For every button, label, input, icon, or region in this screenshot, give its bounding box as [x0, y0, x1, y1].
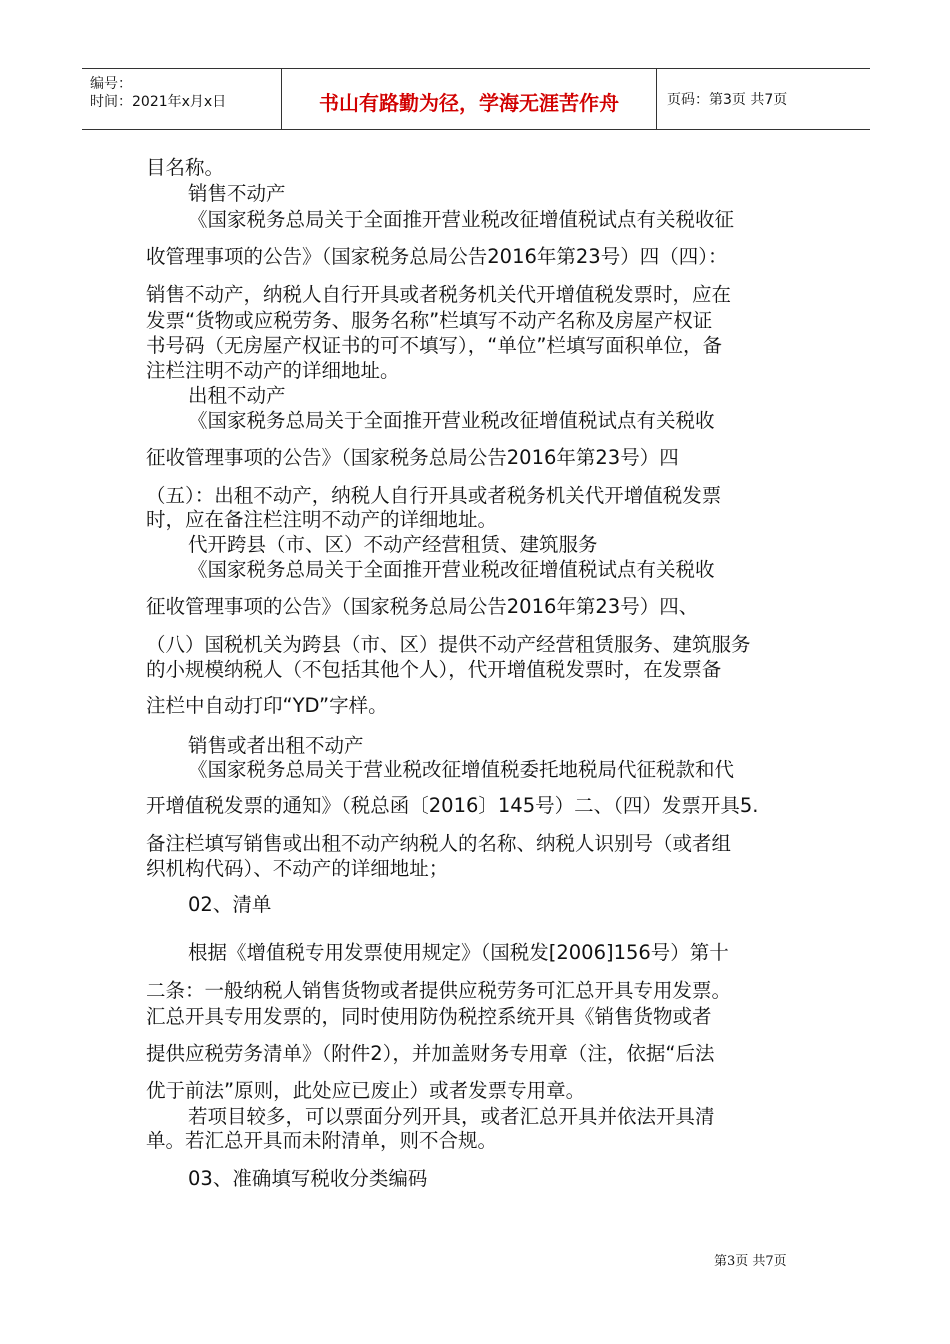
- body-line: 《国家税务总局关于营业税改征增值税委托地税局代征税款和代: [188, 758, 735, 781]
- body-line: 开增值税发票的通知》（税总函〔2016〕145号）二、（四）发票开具5.: [146, 794, 759, 817]
- section-heading-02: 02、清单: [188, 893, 272, 916]
- body-line: （五）：出租不动产，纳税人自行开具或者税务机关代开增值税发票: [146, 484, 722, 507]
- body-line: 《国家税务总局关于全面推开营业税改征增值税试点有关税收: [188, 409, 715, 432]
- body-line: 征收管理事项的公告》（国家税务总局公告2016年第23号）四、: [146, 595, 699, 618]
- section-heading-03: 03、准确填写税收分类编码: [188, 1167, 428, 1190]
- body-line: 单。若汇总开具而未附清单，则不合规。: [146, 1129, 498, 1152]
- body-line: 织机构代码）、不动产的详细地址；: [146, 857, 449, 880]
- section-heading: 销售不动产: [188, 182, 286, 205]
- header-date: 时间：2021年x月x日: [90, 94, 227, 110]
- body-line: （八）国税机关为跨县（市、区）提供不动产经营租赁服务、建筑服务: [146, 633, 751, 656]
- header-motto-cell: [282, 69, 657, 129]
- body-line: 优于前法”原则，此处应已废止）或者发票专用章。: [146, 1079, 586, 1102]
- body-line: 书号码（无房屋产权证书的可不填写），“单位”栏填写面积单位，备: [146, 334, 722, 357]
- body-line: 提供应税劳务清单》（附件2），并加盖财务专用章（注，依据“后法: [146, 1042, 715, 1065]
- body-line: 时，应在备注栏注明不动产的详细地址。: [146, 508, 498, 531]
- section-heading: 出租不动产: [188, 384, 286, 407]
- body-line: 销售不动产，纳税人自行开具或者税务机关代开增值税发票时，应在: [146, 283, 732, 306]
- body-line: 发票“货物或应税劳务、服务名称”栏填写不动产名称及房屋产权证: [146, 309, 713, 332]
- header-motto: 书山有路勤为径，学海无涯苦作舟: [319, 91, 619, 115]
- body-line: 汇总开具专用发票的，同时使用防伪税控系统开具《销售货物或者: [146, 1005, 712, 1028]
- body-line: 备注栏填写销售或出租不动产纳税人的名称、纳税人识别号（或者组: [146, 832, 732, 855]
- header-info-cell: [82, 69, 282, 129]
- body-line: 若项目较多，可以票面分列开具，或者汇总开具并依法开具清: [188, 1105, 715, 1128]
- body-line: 注栏中自动打印“YD”字样。: [146, 694, 388, 717]
- page-footer-number: 第3页 共7页: [714, 1254, 787, 1269]
- body-line: 注栏注明不动产的详细地址。: [146, 359, 400, 382]
- body-line: 《国家税务总局关于全面推开营业税改征增值税试点有关税收: [188, 558, 715, 581]
- body-line: 《国家税务总局关于全面推开营业税改征增值税试点有关税收征: [188, 208, 735, 231]
- body-line: 的小规模纳税人（不包括其他个人），代开增值税发票时，在发票备: [146, 658, 722, 681]
- body-line: 二条：一般纳税人销售货物或者提供应税劳务可汇总开具专用发票。: [146, 979, 732, 1002]
- body-line: 目名称。: [146, 156, 225, 179]
- body-line: 收管理事项的公告》（国家税务总局公告2016年第23号）四（四）：: [146, 245, 728, 268]
- body-line: 征收管理事项的公告》（国家税务总局公告2016年第23号）四: [146, 446, 679, 469]
- page-header: [82, 68, 870, 130]
- header-page-number: 页码：第3页 共7页: [667, 92, 788, 108]
- section-heading: 代开跨县（市、区）不动产经营租赁、建筑服务: [188, 533, 598, 556]
- body-line: 根据《增值税专用发票使用规定》（国税发[2006]156号）第十: [188, 941, 729, 964]
- section-heading: 销售或者出租不动产: [188, 734, 364, 757]
- header-page-cell: [657, 69, 870, 129]
- header-number: 编号：: [90, 76, 132, 92]
